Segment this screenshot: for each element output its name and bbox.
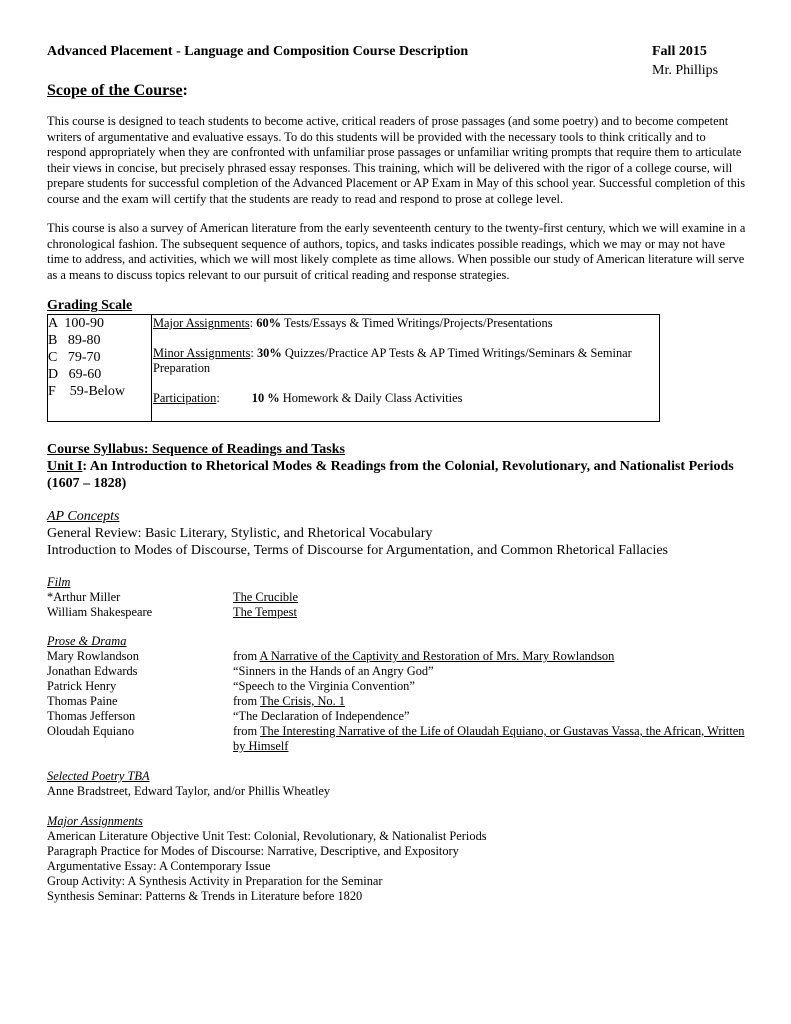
grading-table — [47, 314, 660, 422]
prose-author: Oloudah Equiano — [47, 724, 135, 738]
scope-heading-colon: : — [182, 82, 188, 99]
prose-prefix: “Sinners in the Hands of an Angry God” — [233, 664, 434, 678]
unit-title: : An Introduction to Rhetorical Modes & Readings from the Colonial, Revolutionary, and Nationalist Periods (1607 – 1828) — [47, 459, 734, 491]
prose-author: Thomas Paine — [47, 694, 118, 708]
prose-row — [47, 709, 747, 724]
film-row — [47, 605, 747, 620]
prose-prefix: from — [233, 694, 260, 708]
minor-percent: 30% — [256, 345, 282, 360]
syllabus-heading: Course Syllabus: Sequence of Readings and Tasks — [47, 442, 345, 457]
concept-item: Introduction to Modes of Discourse, Terms of Discourse for Argumentation, and Common Rhetorical Fallacies — [47, 543, 668, 558]
film-title: The Crucible — [233, 590, 299, 604]
grade-c: C 79-70 — [48, 350, 101, 365]
course-term: Fall 2015 — [652, 44, 707, 59]
scope-paragraph-1: This course is designed to teach students to become active, critical readers of prose passages (and some poetry) and to become competent writers of argumentative and evaluative essays. To do this students will be provided with the necessary tools to think critically and to respond appropriately when they are confronted with unfamiliar prose passages or unfamiliar writing prompts that require them to articulate their views in concise, but precisely phrased essay responses. This training, which will be delivered with the rigor of a college course, will prepare students for successful completion of the Advanced Placement or AP Exam in May of this school year. Successful completion of this course and the exam will certify that the students are ready to read and respond to prose at college level. — [47, 114, 746, 206]
scope-paragraph-2: This course is also a survey of American literature from the early seventeenth century to the twenty-first century, which we will examine in a chronological fashion. The subsequent sequence of authors, topics, and tasks indicates possible readings, which we may or may not have time to address, and activities, which we will most likely complete as time allows. When possible our study of American literature will serve as a means to discuss topics relevant to our pursuit of critical reading and response strategies. — [47, 221, 746, 282]
unit-label: Unit I — [47, 459, 83, 474]
minor-text: Quizzes/Practice AP Tests & AP Timed Writings/Seminars & Seminar Preparation — [153, 345, 632, 375]
grade-weights-column — [153, 315, 653, 406]
film-author: William Shakespeare — [47, 605, 153, 619]
major-text: Tests/Essays & Timed Writings/Projects/Presentations — [281, 316, 553, 330]
scope-heading — [47, 82, 747, 100]
prose-prefix: “Speech to the Virginia Convention” — [233, 679, 415, 693]
major-assignment-item: Paragraph Practice for Modes of Discourse: Narrative, Descriptive, and Expository — [47, 844, 459, 858]
prose-heading: Prose & Drama — [47, 634, 127, 648]
grade-scale-column — [48, 315, 152, 421]
teacher-name: Mr. Phillips — [652, 63, 719, 78]
grading-heading: Grading Scale — [47, 298, 133, 313]
grade-a: A 100-90 — [48, 316, 104, 331]
minor-weight: Minor Assignments: 30% Quizzes/Practice AP Tests & AP Timed Writings/Seminars & Seminar Preparation — [153, 345, 632, 375]
prose-row — [47, 679, 747, 694]
grade-f: F 59-Below — [48, 384, 125, 399]
scope-heading-text: Scope of the Course — [47, 82, 183, 99]
film-author: *Arthur Miller — [47, 590, 121, 604]
grade-d: D 69-60 — [48, 367, 102, 382]
concepts-heading: AP Concepts — [47, 509, 120, 524]
major-assignment-item: American Literature Objective Unit Test: Colonial, Revolutionary, & Nationalist Periods — [47, 829, 487, 843]
prose-row — [47, 694, 747, 709]
prose-prefix: from — [233, 649, 260, 663]
film-title: The Tempest — [233, 605, 297, 619]
document-header — [47, 44, 747, 80]
major-assignment-item: Synthesis Seminar: Patterns & Trends in Literature before 1820 — [47, 889, 363, 903]
concept-item: General Review: Basic Literary, Stylistic, and Rhetorical Vocabulary — [47, 526, 433, 541]
participation-weight: Participation: 10 % Homework & Daily Class Activities — [153, 390, 463, 405]
course-title: Advanced Placement - Language and Composition Course Description — [47, 44, 469, 59]
prose-prefix: “The Declaration of Independence” — [233, 709, 410, 723]
grade-b: B 89-80 — [48, 333, 101, 348]
film-row — [47, 590, 747, 605]
major-assignment-item: Argumentative Essay: A Contemporary Issue — [47, 859, 271, 873]
prose-author: Thomas Jefferson — [47, 709, 136, 723]
major-label: Major Assignments — [153, 316, 250, 330]
prose-title: A Narrative of the Captivity and Restoration of Mrs. Mary Rowlandson — [259, 649, 615, 663]
prose-author: Jonathan Edwards — [47, 664, 138, 678]
prose-row — [47, 649, 747, 664]
prose-author: Mary Rowlandson — [47, 649, 139, 663]
major-assignment-item: Group Activity: A Synthesis Activity in Preparation for the Seminar — [47, 874, 383, 888]
prose-title: The Interesting Narrative of the Life of Olaudah Equiano, or Gustavas Vassa, the African, Written by Himself — [233, 724, 745, 753]
prose-row — [47, 724, 747, 754]
major-percent: 60% — [256, 316, 282, 330]
prose-prefix: from — [233, 724, 260, 738]
poetry-authors: Anne Bradstreet, Edward Taylor, and/or Phillis Wheatley — [47, 784, 331, 798]
document-page — [47, 44, 747, 904]
participation-label: Participation — [153, 390, 217, 405]
unit-heading — [47, 458, 747, 492]
prose-author: Patrick Henry — [47, 679, 117, 693]
prose-title: The Crisis, No. 1 — [259, 694, 345, 708]
prose-row — [47, 664, 747, 679]
major-weight: Major Assignments: 60% Tests/Essays & Timed Writings/Projects/Presentations — [153, 316, 553, 330]
poetry-heading: Selected Poetry TBA — [47, 769, 150, 783]
participation-percent: 10 % — [251, 390, 280, 405]
major-assignments-heading: Major Assignments — [47, 814, 143, 828]
participation-text: Homework & Daily Class Activities — [279, 390, 463, 405]
film-heading: Film — [47, 575, 71, 589]
minor-label: Minor Assignments — [153, 345, 251, 360]
